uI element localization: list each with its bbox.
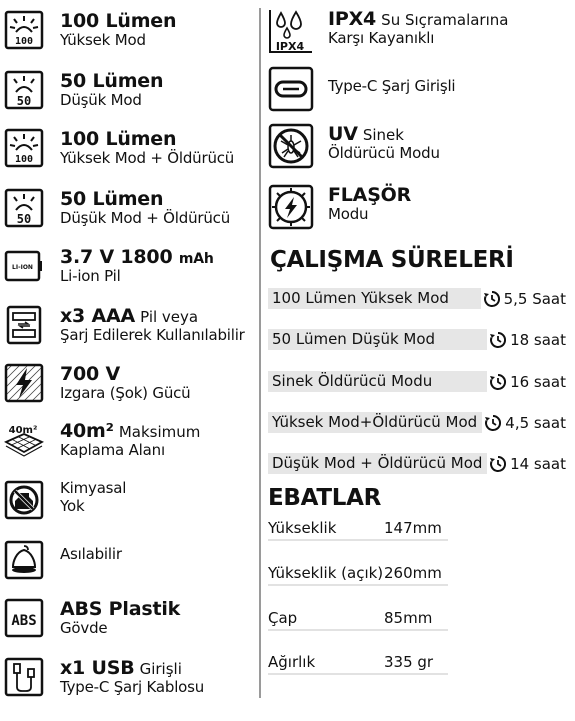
lamp-low-label: 50 [16,94,32,108]
feature-title: FLAŞÖR [328,184,412,206]
feature-sub: Modu [328,205,369,224]
feature-voltage [4,363,256,403]
runtime-label: 100 Lümen Yüksek Mod [268,288,481,309]
lamp-low-icon [4,188,44,228]
title-unit: mAh [178,251,214,267]
lamp-high-label: 100 [14,36,34,47]
abs-icon [4,598,44,638]
feature-title: 700 V [60,363,120,385]
feature-sub: Düşük Mod [60,91,142,110]
dimension-value: 335 gr [384,653,448,675]
feature-title: 40m² Maksimum [60,420,201,442]
feature-title: Asılabilir [60,545,122,563]
dimensions-heading: EBATLAR [268,485,382,511]
area-label: 40m² [8,425,38,436]
feature-title: 3.7 V 1800 mAh [60,246,214,268]
feature-no-chemical [4,480,256,520]
runtime-label: Düşük Mod + Öldürücü Mod [268,453,487,474]
feature-title: IPX4 Su Sıçramalarına [328,8,509,30]
runtime-label: Sinek Öldürücü Modu [268,371,487,392]
battery-label: LI-ION [12,264,33,271]
feature-hangable [4,540,256,580]
dimension-value: 85mm [384,609,448,631]
dimension-row [268,609,448,631]
dimension-label: Ağırlık [268,653,384,675]
feature-title: Kimyasal [60,479,127,497]
feature-high-mode [4,10,256,50]
timer-icon [489,455,507,473]
runtime-value: 4,5 saat [505,413,566,432]
feature-title: ABS Plastik [60,598,181,620]
runtime-label: 50 Lümen Düşük Mod [268,329,487,350]
timer-icon [483,290,501,308]
dimension-value: 260mm [384,564,448,586]
lamp-high-icon [4,128,44,168]
feature-high-killer-mode [4,128,256,168]
lightning-grid-icon [4,363,44,403]
feature-low-mode [4,70,256,110]
feature-sub: Öldürücü Modu [328,144,440,163]
feature-sub: Gövde [60,619,108,638]
runtime-row [268,329,566,350]
water-drops-icon [268,8,314,54]
feature-low-killer-mode [4,188,256,228]
dimension-label: Yükseklik [268,519,384,541]
feature-title: x3 AAA Pil veya [60,305,199,327]
feature-sub: Şarj Edilerek Kullanılabilir [60,326,245,345]
feature-usb [4,657,256,697]
runtime-label: Yüksek Mod+Öldürücü Mod [268,412,482,433]
dimension-row [268,653,448,675]
column-divider [259,8,261,698]
feature-sub: Karşı Kayanıklı [328,29,435,48]
feature-title: x1 USB Girişli [60,657,182,679]
feature-title: 100 Lümen [60,128,177,150]
runtime-value: 18 saat [510,330,566,349]
feature-sub: Izgara (Şok) Gücü [60,384,191,403]
runtime-value: 14 saat [510,454,566,473]
runtime-row [268,412,566,433]
ipx-label: IPX4 [275,40,305,53]
hanging-lamp-icon [4,540,44,580]
feature-title: 50 Lümen [60,188,164,210]
runtimes-heading: ÇALIŞMA SÜRELERİ [270,247,514,273]
feature-abs [4,598,256,638]
lamp-high-label: 100 [14,154,34,165]
dimension-row [268,564,448,586]
runtime-value: 5,5 Saat [503,289,566,308]
feature-sub: Yüksek Mod [60,31,146,50]
dimension-label: Çap [268,609,384,631]
area-icon [4,420,44,460]
battery-icon [4,246,44,286]
feature-title: Type-C Şarj Girişli [328,77,456,95]
feature-sub: Yok [60,496,85,515]
timer-icon [489,331,507,349]
feature-title: 50 Lümen [60,70,164,92]
feature-battery [4,246,256,286]
flasher-icon [268,184,314,230]
lamp-low-icon [4,70,44,110]
feature-sub: Yüksek Mod + Öldürücü [60,149,235,168]
feature-flasher [268,184,411,230]
type-c-port-icon [268,66,314,112]
feature-sub: Düşük Mod + Öldürücü [60,209,231,228]
dimension-label: Yükseklik (açık) [268,564,384,586]
runtime-value: 16 saat [510,372,566,391]
no-mosquito-icon [268,123,314,169]
timer-icon [489,373,507,391]
feature-sub: Li-ion Pil [60,267,121,286]
feature-aaa [4,305,256,345]
feature-sub: Type-C Şarj Kablosu [60,678,205,697]
lamp-low-label: 50 [16,212,32,226]
runtime-row [268,288,566,309]
runtime-row [268,453,566,474]
dimension-value: 147mm [384,519,448,541]
feature-title: UV Sinek [328,123,404,145]
feature-type-c [268,66,455,112]
feature-sub: Kaplama Alanı [60,441,165,460]
timer-icon [484,414,502,432]
abs-label: ABS [11,613,37,629]
lamp-high-icon [4,10,44,50]
dimension-row [268,519,448,541]
feature-title: 100 Lümen [60,10,177,32]
feature-area [4,420,256,460]
feature-ipx4 [268,8,508,54]
no-chemical-icon [4,480,44,520]
usb-cable-icon [4,657,44,697]
feature-uv [268,123,440,169]
runtime-row [268,371,566,392]
aaa-battery-icon [4,305,44,345]
